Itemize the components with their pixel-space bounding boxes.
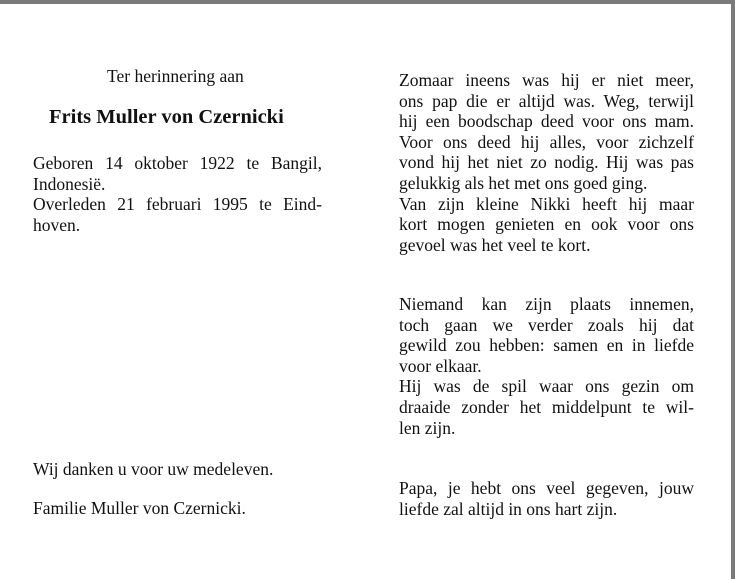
card-right-edge [731, 0, 735, 579]
paragraph-line: Niemand kan zijn plaats innemen, [399, 294, 694, 314]
memorial-paragraph-3 [399, 478, 694, 519]
paragraph-line: gevoel was het veel te kort. [399, 234, 591, 255]
paragraph-line: Zomaar ineens was hij er niet meer, [399, 70, 694, 90]
thanks-line: Wij danken u voor uw medeleven. [33, 459, 274, 479]
paragraph-line: ons pap die er altijd was. Weg, terwijl [399, 90, 694, 111]
deceased-name: Frits Muller von Czernicki [49, 106, 284, 128]
paragraph-line: hij een boodschap deed voor ons mam. [399, 111, 694, 132]
paragraph-line: liefde zal altijd in ons hart zijn. [399, 498, 618, 519]
paragraph-line: vond hij het niet zo nodig. Hij was pas [399, 152, 694, 173]
bio-line: Overleden 21 februari 1995 te Eind- [33, 194, 322, 215]
paragraph-line: toch gaan we verder zoals hij dat [399, 314, 694, 335]
paragraph-line: Voor ons deed hij alles, voor zichzelf [399, 131, 694, 152]
paragraph-line: Hij was de spil waar ons gezin om [399, 376, 694, 397]
intro-text [107, 66, 244, 87]
intro-line: Ter herinnering aan [107, 66, 244, 86]
card-top-edge [0, 0, 735, 4]
paragraph-line: gewild zou hebben: samen en in liefde [399, 335, 694, 356]
bio-block [33, 153, 322, 235]
paragraph-line: gelukkig als het met ons goed ging. [399, 172, 648, 193]
memorial-paragraph-2 [399, 294, 694, 438]
family-signature [33, 498, 246, 519]
paragraph-line: Van zijn kleine Nikki heeft hij maar [399, 193, 694, 214]
bio-line: Indonesië. [33, 173, 106, 194]
paragraph-line: len zijn. [399, 417, 456, 438]
thanks-text [33, 459, 273, 480]
family-line: Familie Muller von Czernicki. [33, 498, 246, 518]
bio-line: Geboren 14 oktober 1922 te Bangil, [33, 153, 322, 173]
bio-line: hoven. [33, 214, 81, 235]
paragraph-line: kort mogen genieten en ook voor ons [399, 214, 694, 235]
paragraph-line: draaide zonder het middelpunt te wil- [399, 396, 694, 417]
paragraph-line: Papa, je hebt ons veel gegeven, jouw [399, 478, 694, 498]
paragraph-line: voor elkaar. [399, 355, 482, 376]
memorial-paragraph-1 [399, 70, 694, 255]
